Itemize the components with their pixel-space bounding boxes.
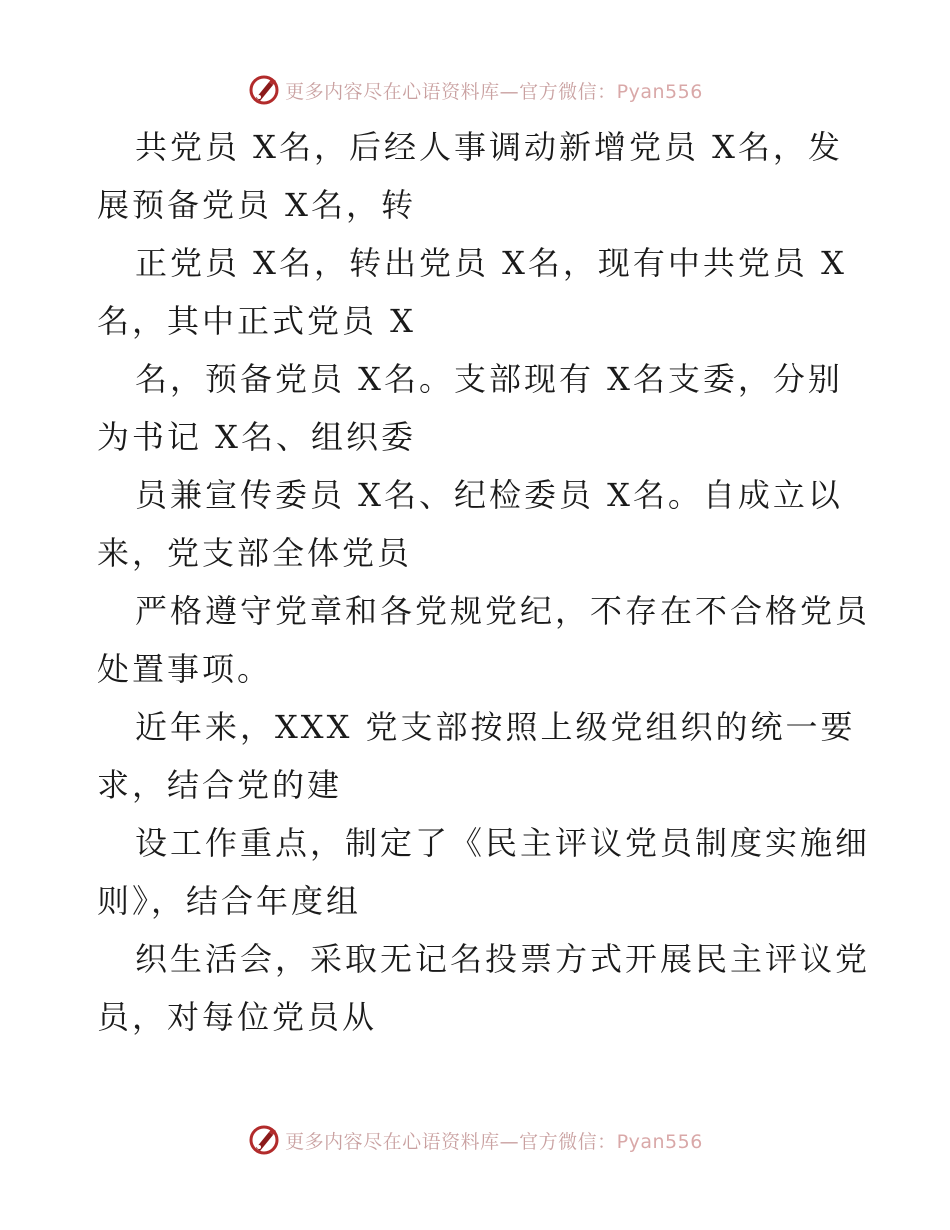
- paragraph-line: 来，党支部全体党员: [97, 534, 413, 572]
- fountain-pen-seal-icon: [247, 73, 281, 107]
- watermark-footer: [0, 1120, 950, 1160]
- paragraph-line: 名，其中正式党员 X: [97, 302, 416, 340]
- paragraph: [0, 814, 950, 930]
- paragraph: [0, 234, 950, 350]
- paragraph-line: 织生活会，采取无记名投票方式开展民主评议党: [135, 940, 871, 978]
- watermark-header: [0, 70, 950, 110]
- paragraph-line: 员兼宣传委员 X名、纪检委员 X名。自成立以: [135, 476, 843, 514]
- paragraph: [0, 930, 950, 1046]
- paragraph-line: 设工作重点，制定了《民主评议党员制度实施细: [135, 824, 871, 862]
- paragraph-line: 为书记 X名、组织委: [97, 418, 416, 456]
- paragraph-line: 严格遵守党章和各党规党纪，不存在不合格党员: [135, 592, 871, 630]
- paragraph: [0, 582, 950, 698]
- watermark-text: 更多内容尽在心语资料库—官方微信：: [285, 80, 617, 103]
- paragraph: [0, 466, 950, 582]
- document-body: [0, 118, 950, 1046]
- watermark-handle: Pyan556: [616, 80, 703, 103]
- paragraph-line: 展预备党员 X名，转: [97, 186, 416, 224]
- paragraph-line: 则》，结合年度组: [97, 882, 362, 920]
- paragraph-line: 共党员 X名，后经人事调动新增党员 X名，发: [135, 128, 843, 166]
- paragraph-line: 员，对每位党员从: [97, 998, 378, 1036]
- paragraph-line: 处置事项。: [97, 650, 273, 688]
- paragraph: [0, 698, 950, 814]
- paragraph-line: 求，结合党的建: [97, 766, 343, 804]
- paragraph: [0, 118, 950, 234]
- fountain-pen-seal-icon: [247, 1123, 281, 1157]
- paragraph-line: 正党员 X名，转出党员 X名，现有中共党员 X: [135, 244, 847, 282]
- paragraph: [0, 350, 950, 466]
- watermark-text: 更多内容尽在心语资料库—官方微信：: [285, 1130, 617, 1153]
- paragraph-line: 名，预备党员 X名。支部现有 X名支委，分别: [135, 360, 843, 398]
- paragraph-line: 近年来，XXX 党支部按照上级党组织的统一要: [135, 708, 856, 746]
- watermark-handle: Pyan556: [616, 1130, 703, 1153]
